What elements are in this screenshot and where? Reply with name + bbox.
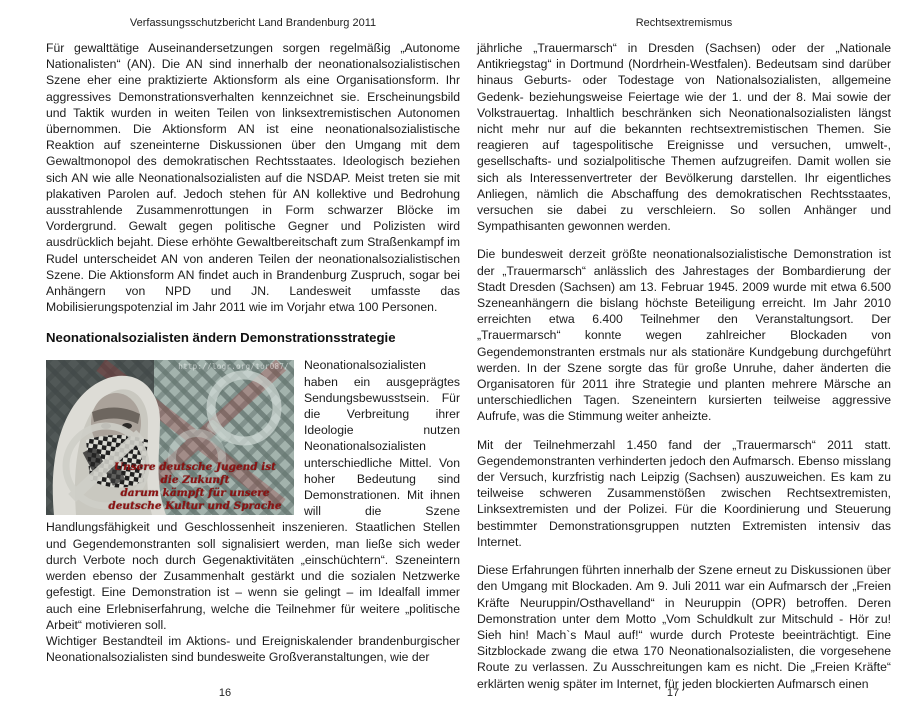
slogan-line-2: die Zukunft <box>160 474 230 487</box>
paragraph-autonome-nationalisten: Für gewalttätige Auseinandersetzungen sorgen regelmäßig „Autonome Nationalisten“ (AN). Die AN sind innerhalb der neonationalsozialistischen Szene eher eine praktizierte Aktionsform als eine Organisationsform. Ihr aggressives Demonstrationsverhalten kennzeichnet sie. Erscheinungsbild und Taktik wurden in weiten Teilen von linksextremistischen Autonomen übernommen. Die Aktionsform AN ist eine neonationalsozialistische Reaktion auf szeneinterne Diskussionen über den Umgang mit dem Gewaltmonopol des demokratischen Rechtsstaates. Ideologisch beziehen sich AN wie alle Neonationalsozialisten auf die NSDAP. Meist treten sie mit plakativen Parolen auf. Jedoch stehen für AN kollektive und Bedrohung ausstrahlende Zusammenrottungen in Form schwarzer Blöcke im Vordergrund. Gewalt gegen politische Gegner und Polizisten wird ausdrücklich bejaht. Diese erhöhte Gewaltbereitschaft zum Straßenkampf im Rudel unterscheidet AN von anderen Teilen der neonationalsozialistischen Szene. Die Aktionsform AN findet auch in Brandenburg Zuspruch, sogar bei Anhängern von NPD und JN. Landesweit umfasste das Mobilisierungspotenzial im Jahr 2011 wie im Vorjahr etwa 100 Personen. <box>46 41 460 315</box>
image-slogan-text <box>98 461 292 513</box>
slogan-line-1: Unsere deutsche Jugend ist <box>113 461 277 474</box>
paragraph-anlaesse: jährliche „Trauermarsch“ in Dresden (Sachsen) oder der „Nationale Antikriegstag“ in Dortmund (Nordrhein-Westfalen). Bedeutsam sind darüber hinaus Geburts- oder Todestage von Nationalsozialisten, allgemeine Gedenk- beziehungsweise Feiertage wie der 1. und der 8. Mai sowie der Volkstrauertag. Inhaltlich beschränken sich Neonationalsozialisten längst nicht mehr nur auf die bekannten rechtsextremistischen Themen. Sie reagieren auf tagespolitische Ereignisse und versuchen, umwelt-, gesellschafts- und sozialpolitische Themen aufzugreifen. Damit wollen sie sich als Interessenvertreter der Bevölkerung darstellen. Ihr eigentliches Anliegen, nämlich die Abschaffung des demokratischen Rechtsstaates, versuchen sie dabei zu verschleiern. So sollen Anhänger und Sympathisanten gewonnen werden. <box>477 41 891 234</box>
page-body-left <box>46 40 460 665</box>
running-header-left: Verfassungsschutzbericht Land Brandenburg 2011 <box>129 17 377 29</box>
page-number-right: 17 <box>666 687 680 699</box>
slogan-line-4: deutsche Kultur und Sprache <box>108 500 282 513</box>
page-right <box>477 0 891 712</box>
paragraph-trauermarsch-2011: Mit der Teilnehmerzahl 1.450 fand der „Trauermarsch“ 2011 statt. Gegendemonstranten verhinderten jedoch den Aufmarsch. Ebenso misslang der Versuch, kurzfristig nach Leipzig (Sachsen) auszuweichen. Es kam zu teilweise schweren Zusammenstößen zwischen Rechtsextremisten, Linksextremisten und der Polizei. Für die Koordinierung und Steuerung bestimmter Demonstrationsgruppen nutzten Extremisten intensiv das Internet. <box>477 437 891 549</box>
running-header-right: Rechtsextremismus <box>635 17 733 29</box>
paragraph-demonstrationen: Neonationalsozialisten haben ein ausgeprägtes Sendungsbewusstsein. Für die Verbreitung ihrer Ideologie nutzen Neonationalsozialisten unterschiedliche Mittel. Von hoher Bedeutung sind Demonstrationen. Mit ihnen will die Szene Handlungsfähigkeit und Geschlossenheit inszenieren. Staatlichen Stellen und Gegendemonstranten soll signalisiert werden, man ließe sich weder durch Verbote noch durch Gegenaktivitäten „einschüchtern“. Szeneintern werden ebenso der Zusammenhalt gestärkt und die sozialen Netzwerke gefestigt. Eine Demonstration ist – wenn sie gelingt – im Idealfall immer auch eine Erlebniserfahrung, welche die Teilnehmer für weitere „politische Arbeit“ motivieren soll. <box>46 358 460 632</box>
page-number-left: 16 <box>218 687 232 699</box>
slogan-line-3: darum kämpft für unsere <box>120 487 270 500</box>
propaganda-image <box>46 360 294 515</box>
paragraph-demonstrationen-block <box>46 357 460 632</box>
image-watermark-url: http://logr.org/tor087/ <box>178 362 289 372</box>
paragraph-ereigniskalender: Wichtiger Bestandteil im Aktions- und Ereigniskalender brandenburgischer Neonationalsozialisten sind bundesweite Großveranstaltungen, wie der <box>46 633 460 665</box>
page-left <box>46 0 460 712</box>
paragraph-blockaden: Diese Erfahrungen führten innerhalb der Szene erneut zu Diskussionen über den Umgang mit Blockaden. Am 9. Juli 2011 war ein Aufmarsch der „Freien Kräfte Neuruppin/Osthavelland“ in Neuruppin (OPR) betroffen. Deren Demonstration unter dem Motto „Vom Schuldkult zur Mitschuld - Hör zu! Sieh hin! Mach`s Maul auf!“ wurde durch Proteste beeinträchtigt. Eine Sitzblockade zwang die etwa 170 Neonationalsozialisten, die vorgesehene Route zu verlassen. Zu Ausschreitungen kam es nicht. Die „Freien Kräfte“ erklärten wenig später im Internet, für jeden blockierten Aufmarsch einen <box>477 563 891 691</box>
page-body-right <box>477 40 891 692</box>
section-heading: Neonationalsozialisten ändern Demonstrationsstrategie <box>46 330 396 346</box>
paragraph-trauermarsch: Die bundesweit derzeit größte neonationalsozialistische Demonstration ist der „Trauermarsch“ anlässlich des Jahrestages der Bombardierung der Stadt Dresden (Sachsen) am 13. Februar 1945. 2009 wurde mit etwa 6.500 Szeneanhängern die bislang höchste Beteiligung erreicht. Im Jahr 2010 erreichten etwa 6.400 Teilnehmer den Veranstaltungsort. Der „Trauermarsch“ konnte wegen zahlreicher Blockaden von Gegendemonstranten erstmals nur als stationäre Kundgebung durchgeführt werden. In der Szene sorgte das für große Unruhe, daher änderten die Organisatoren für 2011 ihre Strategie und planten mehrere Märsche an unterschiedlichen Tagen. Szeneintern kursierten teilweise aggressive Aufrufe, was die Stimmung weiter anheizte. <box>477 247 891 424</box>
